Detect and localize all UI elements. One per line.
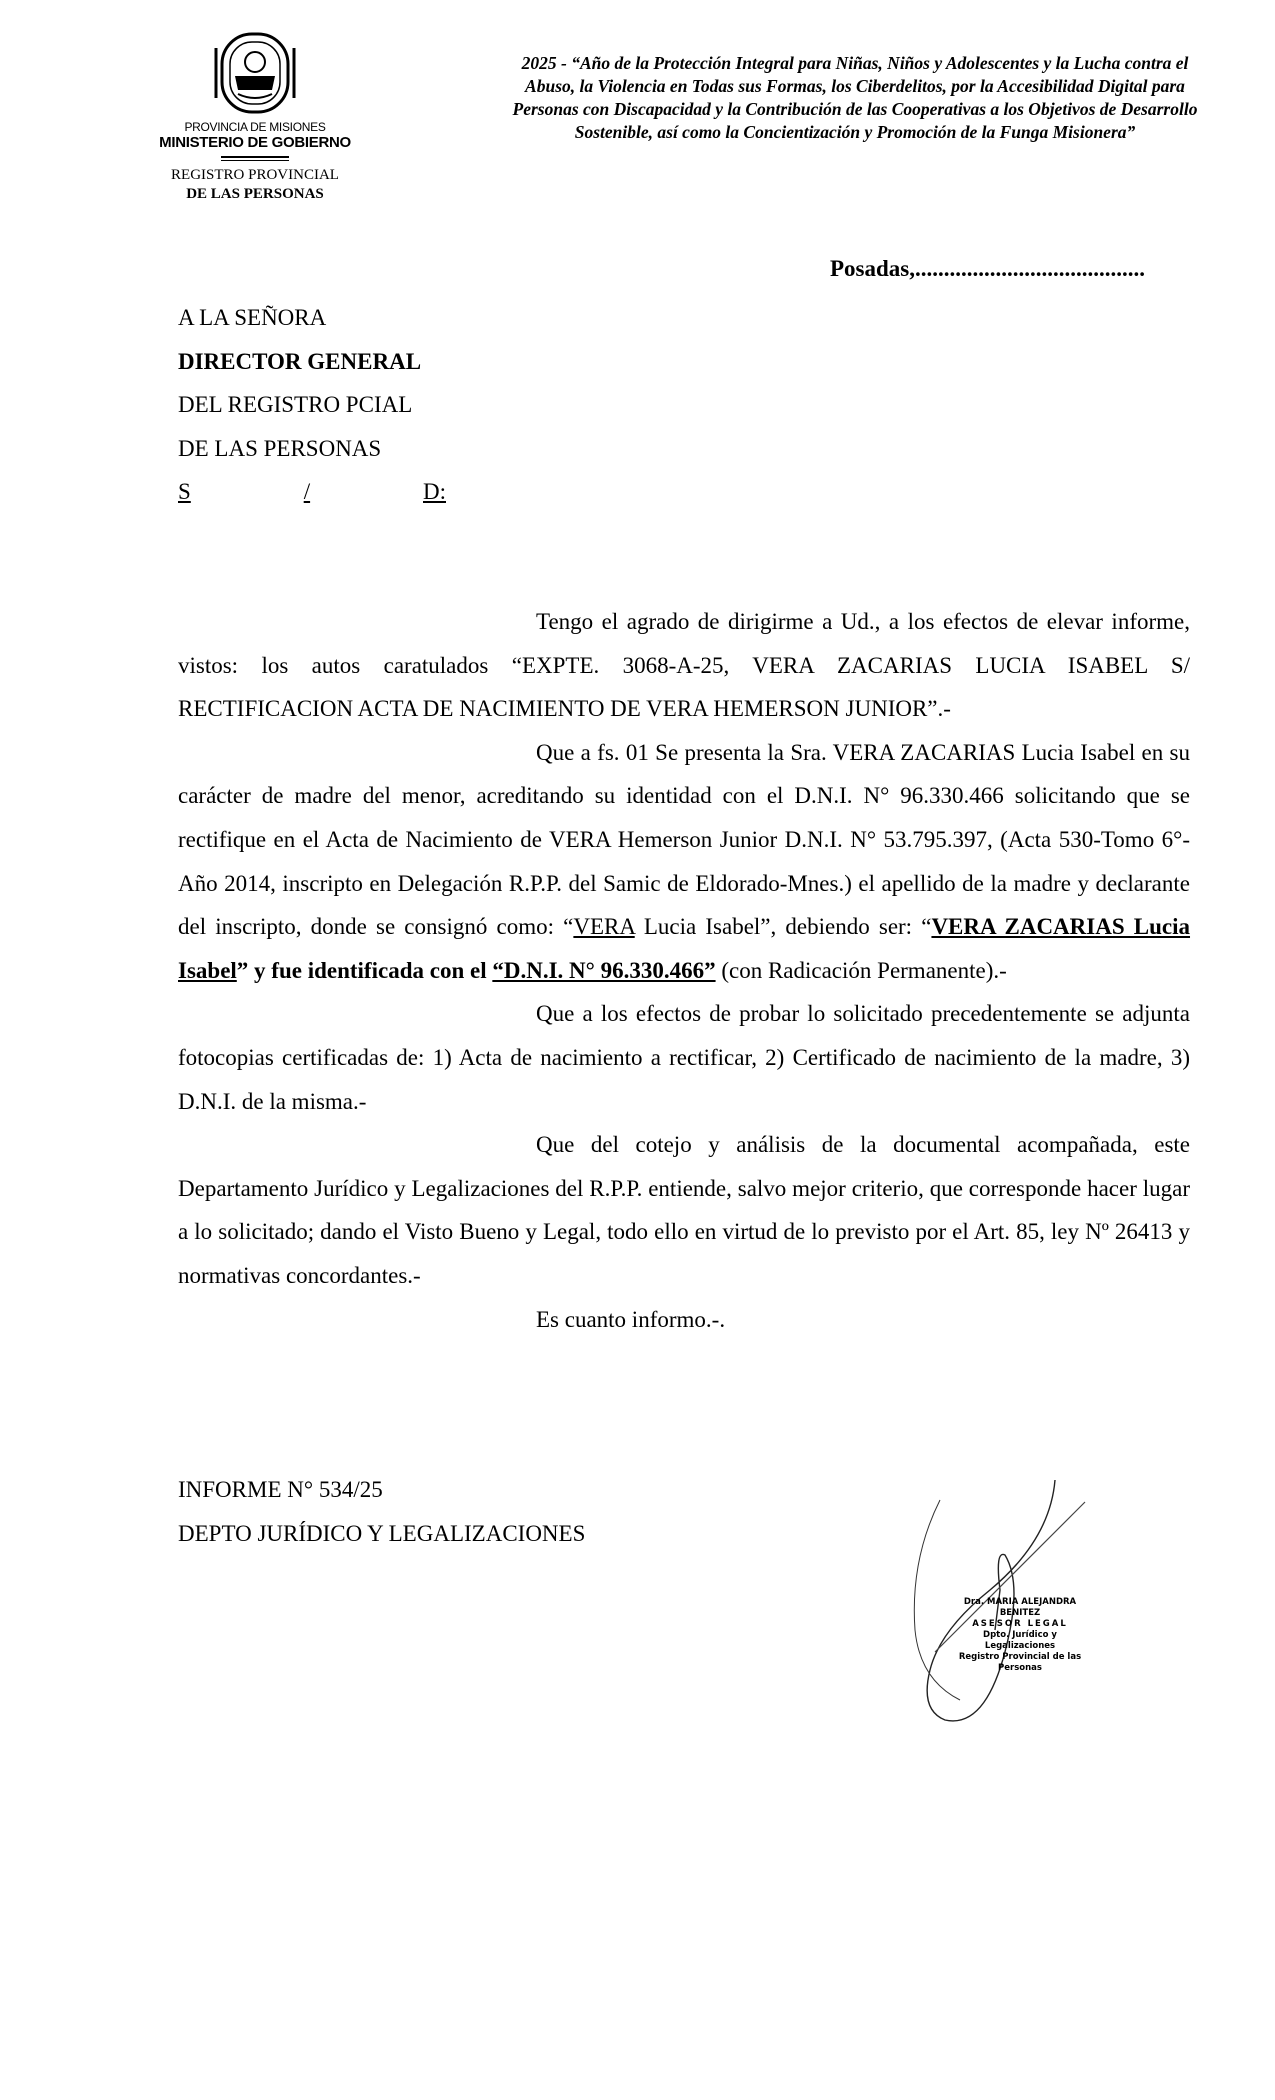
signature-stamp [950,1597,1090,1674]
p2-dni: “D.N.I. N° 96.330.466” [492,957,716,983]
paragraph-3: Que a los efectos de probar lo solicitado precedentemente se adjunta fotocopias certificadas de: 1) Acta de nacimiento a rectificar, 2) Certificado de nacimiento de la madre, 3) D.N.I. de la misma.- [178,1001,1190,1114]
addressee [178,296,446,514]
p2-underlined: VERA [573,914,635,940]
sd-s: S [178,479,191,504]
letterhead-logo [150,28,360,204]
paragraph-5: Es cuanto informo.-. [536,1306,726,1332]
stamp-dept: Dpto. Jurídico y Legalizaciones [983,1630,1057,1651]
sd-line [178,470,446,514]
signature [900,1480,1100,1740]
sd-slash: / [303,479,311,504]
stamp-name: Dra. MARIA ALEJANDRA BENITEZ [963,1597,1077,1618]
sd-d: D: [423,479,446,504]
registry-line1: REGISTRO PROVINCIAL [171,167,339,183]
p2-text: Lucia Isabel”, debiendo ser: “ [634,914,932,940]
divider [221,156,289,161]
provincial-seal-icon [210,28,300,116]
official-motto [505,52,1205,144]
report-body [178,600,1190,1341]
paragraph-1: Tengo el agrado de dirigirme a Ud., a los efectos de elevar informe, vistos: los autos caratulados “EXPTE. 3068-A-25, VERA ZACARIAS LUCIA ISABEL S/ RECTIFICACION ACTA DE NACIMIENTO DE VERA HEMERSON JUNIOR”.- [178,609,1190,722]
addressee-line3: DEL REGISTRO PCIAL [178,392,413,417]
addressee-line2: DIRECTOR GENERAL [178,348,422,374]
addressee-line4: DE LAS PERSONAS [178,435,382,461]
motto-text: “Año de la Protección Integral para Niñas, Niños y Adolescentes y la Lucha contra el Abuso, la Violencia en Todas sus Formas, los Ciberdelitos, por la Accesibilidad Digital para Personas con Discapacidad y la Contribución de las Cooperativas a los Objetivos de Desarrollo Sostenible, así como la Concientización y Promoción de la Funga Misionera” [512,53,1198,142]
paragraph-4: Que del cotejo y análisis de la documental acompañada, este Departamento Jurídico y Legalizaciones del R.P.P. entiende, salvo mejor criterio, que corresponde hacer lugar a lo solicitado; dando el Visto Bueno y Legal, todo ello en virtud de lo previsto por el Art. 85, ley Nº 26413 y normativas concordantes.- [178,1132,1190,1288]
p2-text: ” y fue identificada con el [236,957,493,983]
stamp-title: ASESOR LEGAL [972,1619,1068,1629]
p2-text: Que a fs. 01 Se presenta la Sra. VERA ZACARIAS Lucia Isabel en su carácter de madre del menor, acreditando su identidad con el D.N.I. N° 96.330.466 solicitando que se rectifique en el Acta de Nacimiento de VERA Hemerson Junior D.N.I. N° 53.795.397, (Acta 530-Tomo 6°-Año 2014, inscripto en Delegación R.P.P. del Samic de Eldorado-Mnes.) el apellido de la madre y declarante del inscripto, donde se consignó como: “ [178,739,1190,940]
report-number: INFORME N° 534/25 [178,1477,383,1502]
report-footer [178,1468,585,1555]
stamp-org: Registro Provincial de las Personas [958,1652,1082,1673]
addressee-line1: A LA SEÑORA [178,305,327,330]
p2-text: (con Radicación Permanente).- [715,957,1007,983]
paragraph-2 [178,731,1190,993]
department: DEPTO JURÍDICO Y LEGALIZACIONES [178,1520,586,1546]
registry-line2: DE LAS PERSONAS [186,186,324,202]
province-name: PROVINCIA DE MISIONES [184,120,326,134]
place-date: Posadas,........................................ [830,256,1145,281]
p2-corrected-name: VERA ZACARIAS Lucia Isabel [178,914,1191,983]
ministry-name: MINISTERIO DE GOBIERNO [159,134,351,151]
motto-year: 2025 - [521,53,572,73]
